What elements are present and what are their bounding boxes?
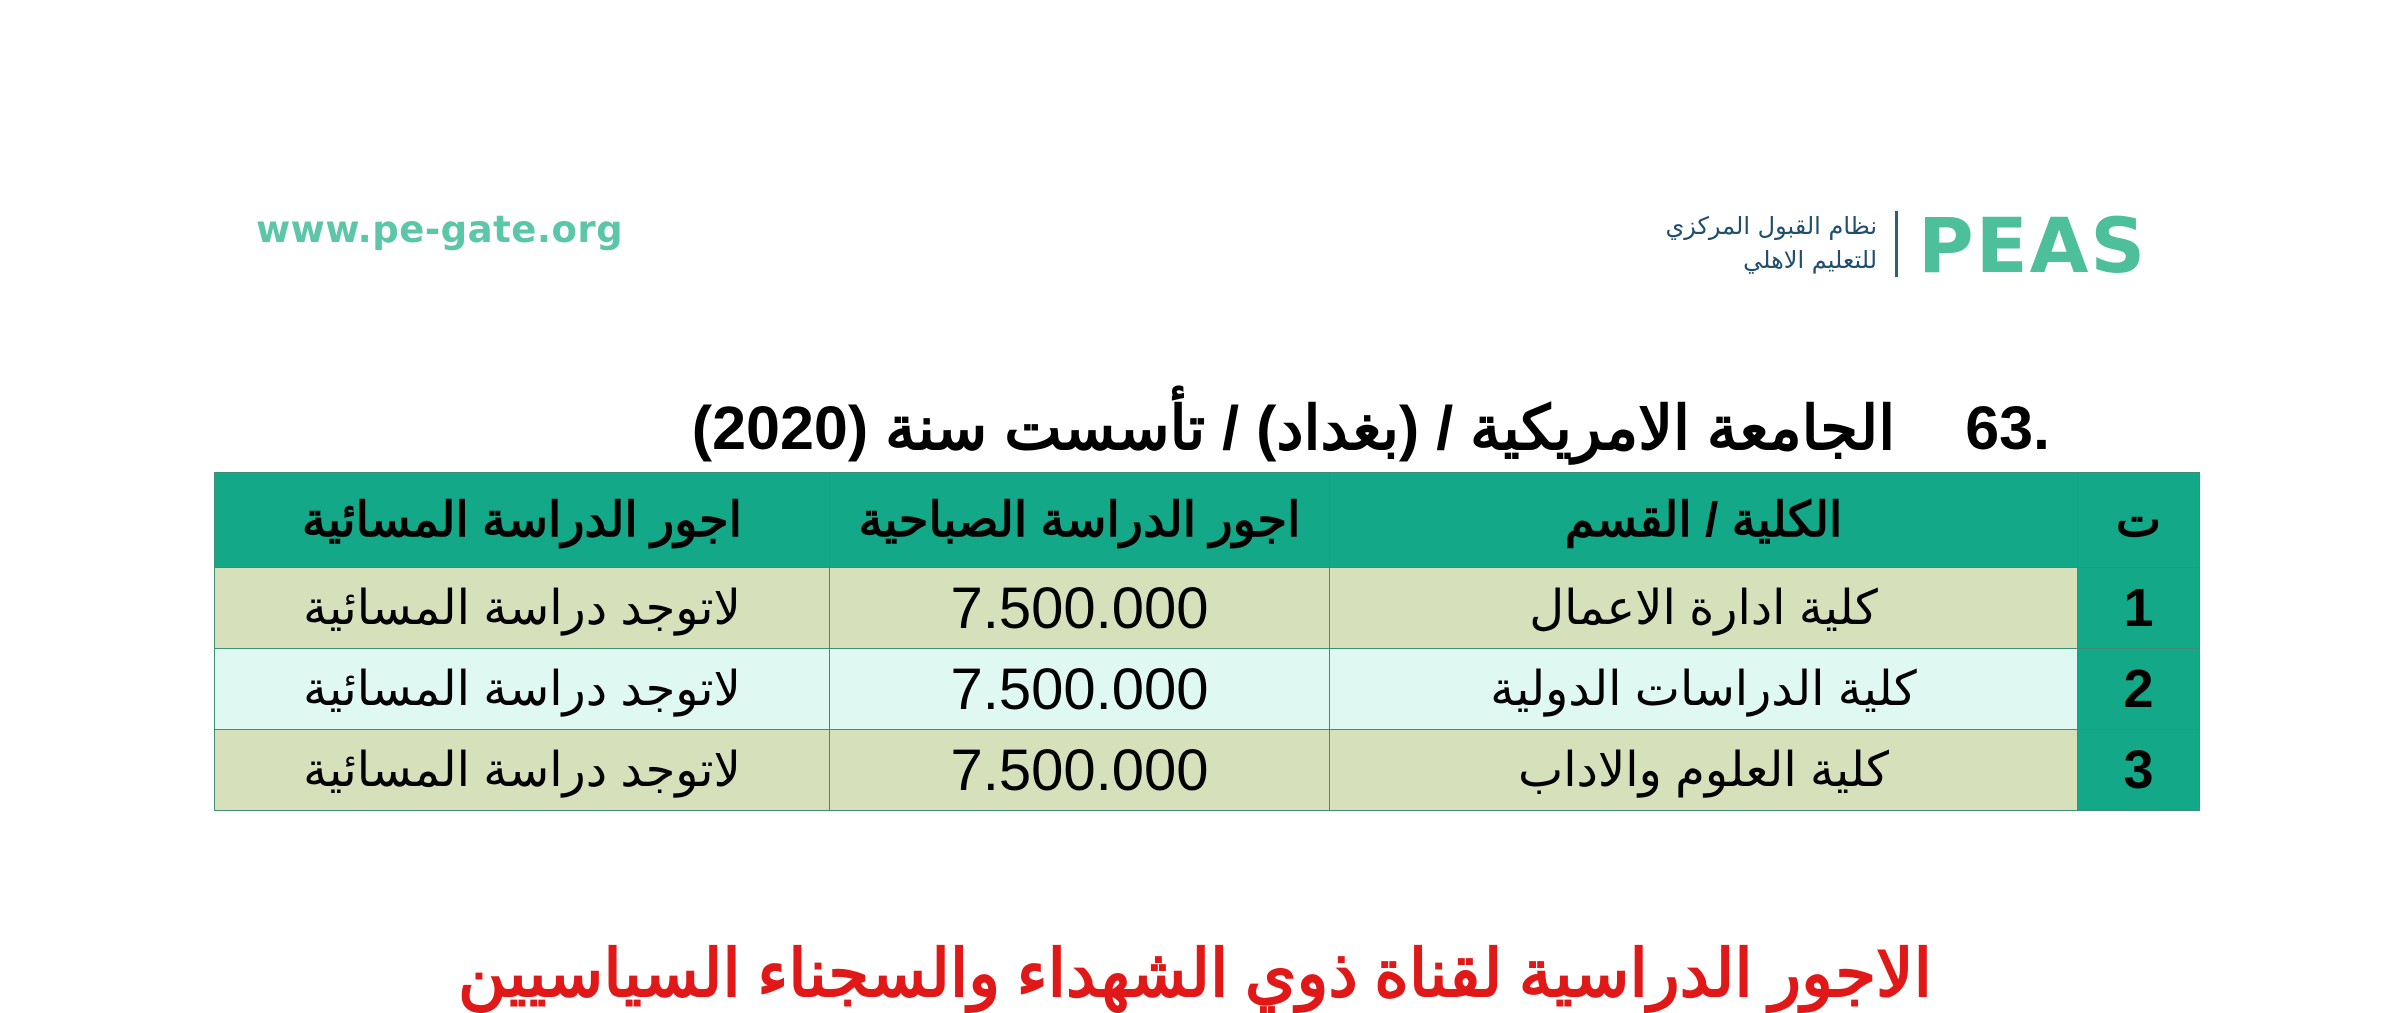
- logo-mark: PEAS: [1918, 201, 2148, 290]
- row-index: 3: [2078, 730, 2200, 811]
- header-index: ت: [2078, 473, 2200, 568]
- logo-arabic-line2: للتعليم الاهلي: [1743, 246, 1877, 274]
- row-college: كلية الدراسات الدولية: [1330, 649, 2078, 730]
- logo-arabic-line1: نظام القبول المركزي: [1665, 212, 1877, 240]
- header-evening-fees: اجور الدراسة المسائية: [215, 473, 830, 568]
- fees-table: [214, 472, 2200, 811]
- row-evening-fees: لاتوجد دراسة المسائية: [215, 730, 830, 811]
- table-row: [215, 568, 2200, 649]
- row-morning-fees: 7.500.000: [830, 649, 1330, 730]
- table-header-row: [215, 473, 2200, 568]
- row-evening-fees: لاتوجد دراسة المسائية: [215, 568, 830, 649]
- website-url: www.pe-gate.org: [256, 208, 624, 251]
- row-college: كلية العلوم والاداب: [1330, 730, 2078, 811]
- table-row: [215, 730, 2200, 811]
- row-index: 1: [2078, 568, 2200, 649]
- row-college: كلية ادارة الاعمال: [1330, 568, 2078, 649]
- table-row: [215, 649, 2200, 730]
- section-title: الجامعة الامريكية / (بغداد) / تأسست سنة (2020): [691, 394, 1896, 462]
- row-index: 2: [2078, 649, 2200, 730]
- logo-arabic-text: [1665, 209, 1877, 277]
- header-morning-fees: اجور الدراسة الصباحية: [830, 473, 1330, 568]
- peas-logo: [1640, 201, 2148, 290]
- section-number: .63: [1965, 394, 2050, 462]
- row-morning-fees: 7.500.000: [830, 730, 1330, 811]
- header-college: الكلية / القسم: [1330, 473, 2078, 568]
- row-evening-fees: لاتوجد دراسة المسائية: [215, 649, 830, 730]
- footer-heading: الاجور الدراسية لقناة ذوي الشهداء والسجناء السياسيين: [457, 938, 1932, 1011]
- logo-divider: [1895, 211, 1898, 277]
- row-morning-fees: 7.500.000: [830, 568, 1330, 649]
- section-heading: [692, 393, 2050, 464]
